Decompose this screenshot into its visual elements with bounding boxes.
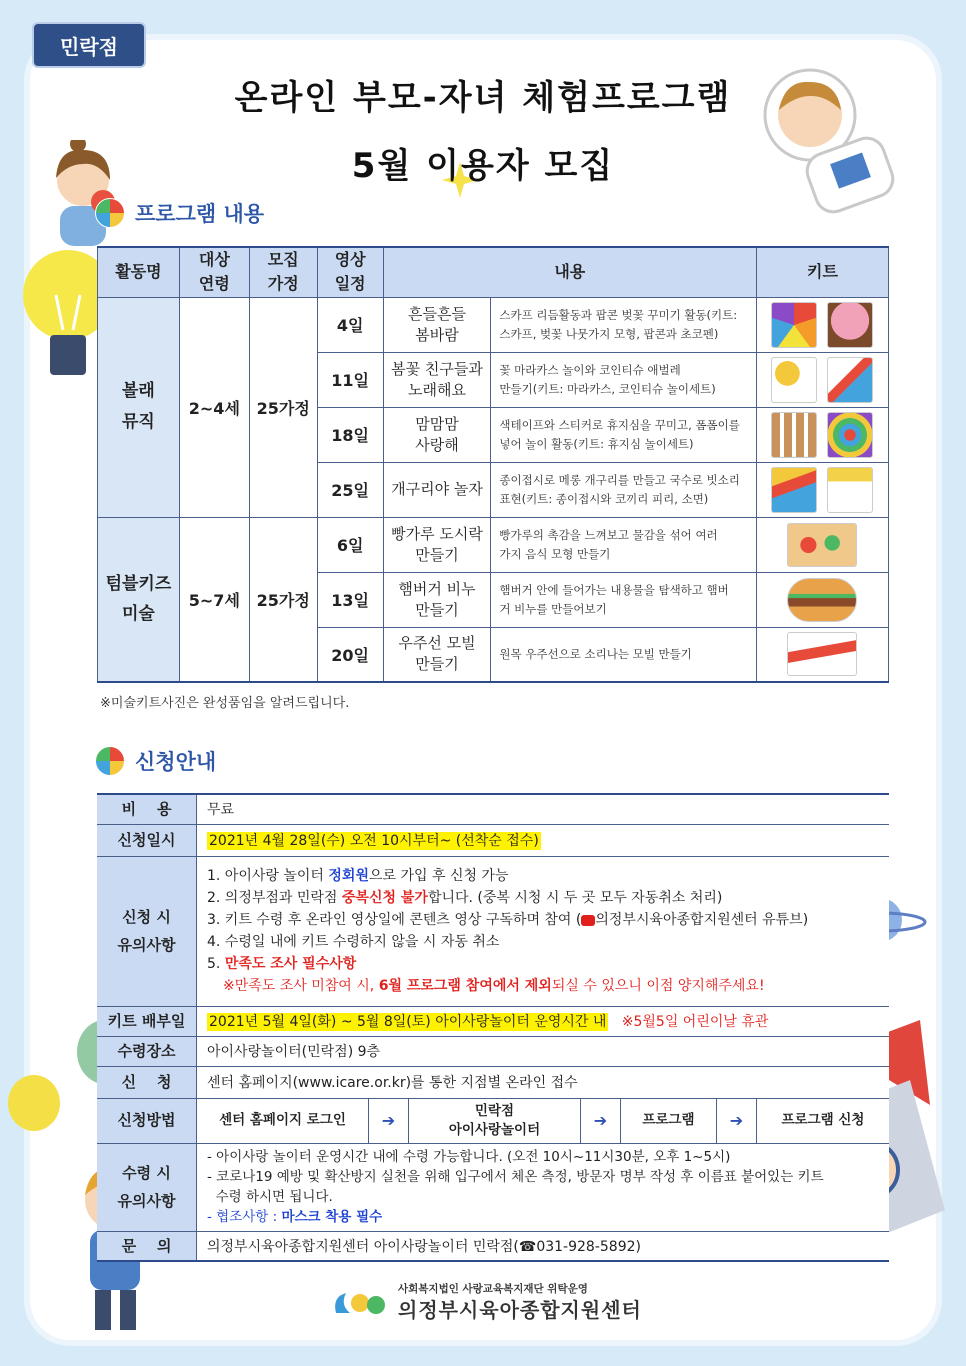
caution-item: 2. 의정부점과 민락점 중복신청 불가합니다. (중복 시청 시 두 곳 모두 자동취소 처리) (207, 890, 723, 906)
header-content: 내용 (383, 247, 756, 297)
caution-list (197, 856, 890, 1006)
apply-date-value: 2021년 4월 28일(수) 오전 10시부터~ (선착순 접수) (209, 833, 539, 849)
program-table-header (98, 247, 889, 297)
table-row (97, 1036, 889, 1066)
yellow-balloon-illustration (4, 1075, 64, 1155)
group-capacity: 25가정 (249, 297, 317, 517)
group-age: 5~7세 (179, 517, 249, 682)
program-table (97, 246, 889, 683)
arrow-right-icon: ➔ (369, 1099, 409, 1143)
group-name: 텀블키즈 미술 (98, 517, 180, 682)
table-row (97, 824, 889, 856)
spaceship-mobile-kit-photo (787, 632, 857, 676)
ball-icon (95, 746, 125, 776)
method-label: 신청방법 (97, 1098, 197, 1143)
apply-section-heading (95, 746, 216, 776)
row-description: 스카프 리듬활동과 팝콘 벚꽃 꾸미기 활동(키트: 스카프, 벚꽃 나뭇가지 모형, 팝콘과 초코펜) (491, 297, 757, 352)
burger-soap-kit-photo (787, 578, 857, 622)
group-capacity: 25가정 (249, 517, 317, 682)
table-row (97, 1098, 889, 1143)
kit-date-value: 2021년 5월 4일(화) ~ 5월 8일(토) 아이사랑놀이터 운영시간 내 (209, 1014, 607, 1030)
row-description: 햄버거 안에 들어가는 내용물을 탐색하고 햄버 거 비누를 만들어보기 (491, 572, 757, 627)
branch-badge: 민락점 (32, 22, 146, 68)
tissue-roll-kit-photo (771, 412, 817, 458)
row-kit (756, 297, 888, 352)
page-title: 온라인 부모-자녀 체험프로그램 (234, 78, 732, 118)
header-activity: 활동명 (98, 247, 180, 297)
lunchbox-kit-photo (787, 523, 857, 567)
row-day: 11일 (317, 352, 383, 407)
kit-date-cell (197, 1006, 890, 1036)
row-day: 20일 (317, 627, 383, 682)
row-kit (756, 407, 888, 462)
row-kit (756, 517, 888, 572)
place-value: 아이사랑놀이터(민락점) 9층 (197, 1036, 890, 1066)
row-program: 맘맘맘 사랑해 (383, 407, 491, 462)
fee-value: 무료 (197, 794, 890, 824)
row-program: 우주선 모빌 만들기 (383, 627, 491, 682)
footer-center-name: 의정부시육아종합지원센터 (398, 1298, 642, 1322)
receive-label: 수령 시 유의사항 (97, 1143, 197, 1231)
row-description: 종이접시로 메롱 개구리를 만들고 국수로 빗소리 표현(키트: 종이접시와 코끼리 피리, 소면) (491, 462, 757, 517)
kit-photo-note: ※미술키트사진은 완성품임을 알려드립니다. (100, 696, 350, 711)
contact-label: 문 의 (97, 1231, 197, 1261)
row-program: 흔들흔들 봄바람 (383, 297, 491, 352)
header-age: 대상 연령 (179, 247, 249, 297)
row-day: 6일 (317, 517, 383, 572)
table-row (98, 517, 889, 572)
table-row (97, 856, 889, 1006)
group-age: 2~4세 (179, 297, 249, 517)
step-program: 프로그램 (621, 1099, 717, 1143)
table-row (97, 1143, 889, 1231)
header-kit: 키트 (756, 247, 888, 297)
row-kit (756, 462, 888, 517)
row-kit (756, 352, 888, 407)
center-logo (330, 1283, 394, 1323)
table-row (98, 297, 889, 352)
step-login: 센터 홈페이지 로그인 (197, 1099, 369, 1143)
caution-item: 3. 키트 수령 후 온라인 영상일에 콘텐츠 영상 구독하며 참여 ( 의정부시육아종합지원센터 유튜브) (207, 912, 809, 928)
place-label: 수령장소 (97, 1036, 197, 1066)
step-branch: 민락점 아이사랑놀이터 (409, 1099, 581, 1143)
program-section-heading (95, 198, 264, 228)
page-subtitle: 5월 이용자 모집 (351, 146, 615, 186)
caution-warning: ※만족도 조사 미참여 시, 6월 프로그램 참여에서 제외되실 수 있으니 이점 양지해주세요! (223, 978, 765, 994)
row-program: 개구리야 놀자 (383, 462, 491, 517)
caution-item: 5. 만족도 조사 필수사항 (207, 956, 357, 972)
coin-tissue-kit-photo (827, 357, 873, 403)
fee-label: 비 용 (97, 794, 197, 824)
kit-date-note: ※5월5일 어린이날 휴관 (621, 1014, 769, 1030)
step-program-apply: 프로그램 신청 (781, 1112, 865, 1129)
row-day: 13일 (317, 572, 383, 627)
program-section-title: 프로그램 내용 (135, 202, 265, 226)
maracas-kit-photo (771, 357, 817, 403)
apply-date-label: 신청일시 (97, 824, 197, 856)
apply-table (97, 793, 889, 1262)
row-program: 빵가루 도시락 만들기 (383, 517, 491, 572)
row-description: 빵가루의 촉감을 느껴보고 물감을 섞어 여러 가지 음식 모형 만들기 (491, 517, 757, 572)
kit-date-label: 키트 배부일 (97, 1006, 197, 1036)
table-row (97, 1231, 889, 1261)
receive-list (197, 1143, 890, 1231)
ball-icon (95, 198, 125, 228)
apply-section-title: 신청안내 (135, 750, 217, 774)
pompom-kit-photo (827, 412, 873, 458)
apply-value: 센터 홈페이지(www.icare.or.kr)를 통한 지점별 온라인 접수 (197, 1066, 890, 1098)
header-capacity: 모집 가정 (249, 247, 317, 297)
row-kit (756, 627, 888, 682)
blossom-tree-kit-photo (827, 302, 873, 348)
header-video-date: 영상 일정 (317, 247, 383, 297)
receive-item: - 코로나19 예방 및 확산방지 실천을 위해 입구에서 체온 측정, 방문자 명부 작성 후 이름표 붙어있는 키트 (207, 1169, 824, 1185)
row-description: 색테이프와 스티커로 휴지심을 꾸미고, 폼폼이를 넣어 놀이 활동(키트: 휴지심 놀이세트) (491, 407, 757, 462)
receive-item: - 협조사항 : 마스크 착용 필수 (207, 1209, 383, 1225)
noodle-kit-photo (827, 467, 873, 513)
row-kit (756, 572, 888, 627)
table-row (97, 1066, 889, 1098)
row-program: 봄꽃 친구들과 노래해요 (383, 352, 491, 407)
paper-plate-kit-photo (771, 467, 817, 513)
method-steps (197, 1098, 890, 1143)
arrow-right-icon: ➔ (581, 1099, 621, 1143)
caution-label: 신청 시 유의사항 (97, 856, 197, 1006)
row-description: 원목 우주선으로 소리나는 모빌 만들기 (491, 627, 757, 682)
youtube-icon (581, 915, 595, 926)
scarf-kit-photo (771, 302, 817, 348)
group-name: 볼래 뮤직 (98, 297, 180, 517)
row-day: 25일 (317, 462, 383, 517)
row-description: 꽃 마라카스 놀이와 코인티슈 애벌레 만들기(키트: 마라카스, 코인티슈 놀이세트) (491, 352, 757, 407)
table-row (97, 794, 889, 824)
receive-item: - 아이사랑 놀이터 운영시간 내에 수령 가능합니다. (오전 10시~11시30분, 오후 1~5시) (207, 1149, 731, 1165)
apply-date-cell (197, 824, 890, 856)
caution-item: 1. 아이사랑 놀이터 정회원으로 가입 후 신청 가능 (207, 868, 509, 884)
table-row (97, 1006, 889, 1036)
receive-item: 수령 하시면 됩니다. (207, 1189, 333, 1205)
row-day: 18일 (317, 407, 383, 462)
footer-operator: 사회복지법인 사랑교육복지재단 위탁운영 (398, 1283, 588, 1295)
contact-value: 의정부시육아종합지원센터 아이사랑놀이터 민락점(☎031-928-5892) (197, 1231, 890, 1261)
apply-label: 신 청 (97, 1066, 197, 1098)
row-program: 햄버거 비누 만들기 (383, 572, 491, 627)
row-day: 4일 (317, 297, 383, 352)
caution-item: 4. 수령일 내에 키트 수령하지 않을 시 자동 취소 (207, 934, 500, 950)
arrow-right-icon: ➔ (717, 1099, 757, 1143)
